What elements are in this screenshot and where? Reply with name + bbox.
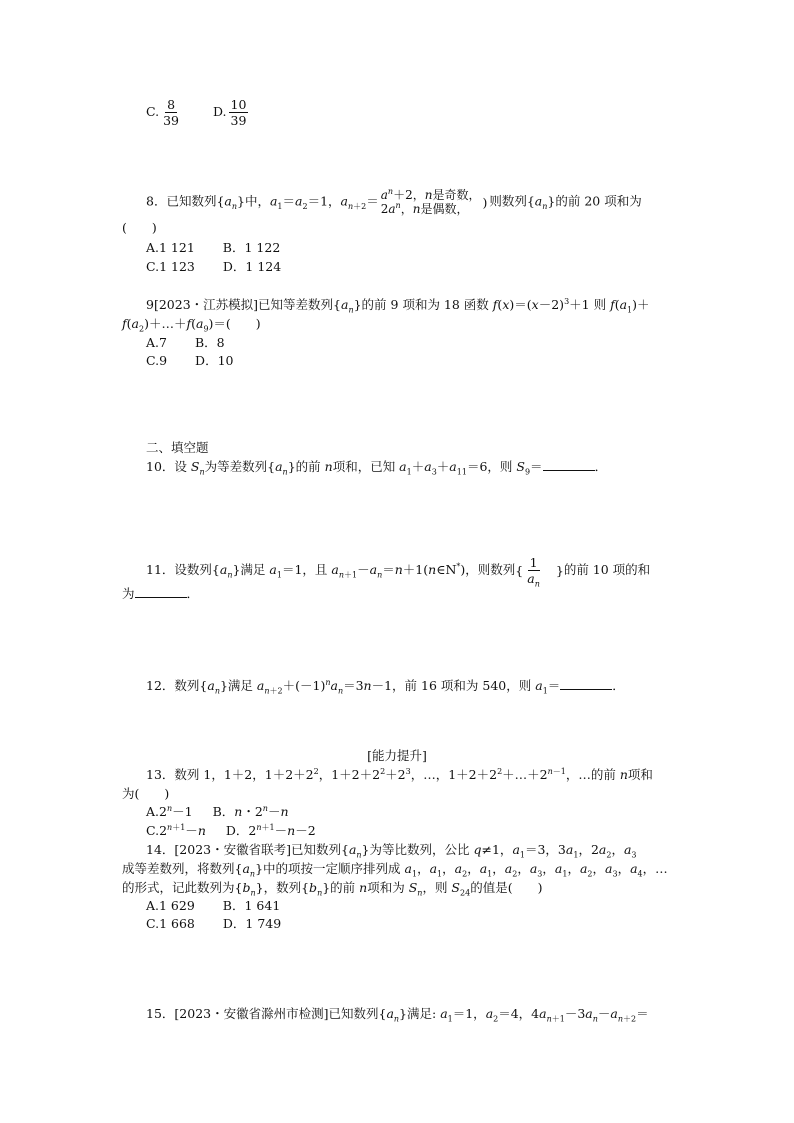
q10-text: 为等差数列{ xyxy=(204,459,276,474)
q12-answer-blank[interactable] xyxy=(560,677,612,690)
q9-text: )＝( ) xyxy=(208,316,261,331)
q9-text: ＝( xyxy=(514,297,532,312)
q8-text: 则数列{ xyxy=(489,193,535,209)
q13-text: ＋…＋2 xyxy=(502,767,548,782)
q14-text: ≠1， xyxy=(481,842,513,857)
q8-case2: 2 xyxy=(380,202,389,216)
q9-options-row1 xyxy=(146,333,225,351)
q8-case1: ＋2， xyxy=(393,188,425,202)
q14-options-row2 xyxy=(146,914,281,932)
q13-text: － xyxy=(274,823,288,838)
q10-text: 项和，已知 xyxy=(332,459,400,474)
q11-text: )，则数列 xyxy=(460,562,516,577)
q9-option-a: A.7 xyxy=(146,335,167,350)
q9-text: ( xyxy=(614,297,620,312)
q14-text: 成等差数列，将数列{ xyxy=(122,861,243,876)
q11-text: 11．设数列{ xyxy=(146,562,220,577)
q9-option-b: B．8 xyxy=(194,335,225,350)
q8-stem: 8．已知数列$\{a_n\}$中，$a_1=a_2=1$，$a_{n+2}=$ $a^n+2$，n是奇数， $2a^n$，n是偶数， ) 则数列$\{a_n\}$的前 20 项和为 xyxy=(146,187,642,216)
q7-d-numerator: 10 xyxy=(230,97,247,112)
q12-text: ＝ xyxy=(547,678,561,693)
q7-option-c-fraction xyxy=(161,97,181,128)
q8-options-row2 xyxy=(146,257,281,275)
q9-text: )＋…＋ xyxy=(144,316,187,331)
q13-options-row1: $A.2^n-1$ B．n・$2^n-n$ xyxy=(146,803,289,819)
q10-text: ＝6，则 xyxy=(466,459,517,474)
q13-stem-line1: 13．数列 1，1＋2，$1+2+2^2$，$1+2+2^2+2^3$，…，$1+2+2^2+\dots+2^{n-1}$，…的前 n项和 xyxy=(146,766,653,782)
q14-text: 14．[2023・安徽省联考]已知数列{ xyxy=(146,842,349,857)
q11-text: 为 xyxy=(122,586,135,601)
q14-stem-line2: 成等差数列，将数列$\{a_n\}$中的项按一定顺序排列成 $a_1$，$a_1$，$a_2$，$a_1$，$a_2$，$a_3$，$a_1$，$a_2$，$a_3$，$a_4$，… xyxy=(122,861,668,879)
q12-text: ＝3 xyxy=(343,678,364,693)
q8-case1-cond: 是奇数， xyxy=(432,188,481,202)
q14-text: }的前 xyxy=(322,880,360,895)
q10-text: ＋ xyxy=(436,459,450,474)
q15-text: ＝4，4 xyxy=(498,1006,540,1021)
section-title-ability: [能力提升] xyxy=(367,748,427,763)
q7-c-denominator: 39 xyxy=(163,113,179,128)
q14-option-d: D．1 749 xyxy=(222,916,282,931)
q9-text: [2023・江苏模拟]已知等差数列{ xyxy=(153,297,341,312)
q8-case2-cond: 是偶数， xyxy=(420,202,469,216)
q11-text: ＝1，且 xyxy=(281,562,332,577)
q13-text: －1 xyxy=(172,804,193,819)
q9-option-d: D．10 xyxy=(195,353,234,368)
q7-option-d-label: D. xyxy=(212,104,227,119)
q11-text: }满足 xyxy=(232,562,270,577)
q9-text: }的前 9 项和为 18 函数 xyxy=(353,297,493,312)
q13-stem-line2: 为( ) xyxy=(122,786,170,801)
q8-piecewise: $a^n+2$，n是奇数， $2a^n$，n是偶数， xyxy=(380,187,481,216)
q14-text: }为等比数列，公比 xyxy=(361,842,474,857)
q14-text: ，2 xyxy=(578,842,599,857)
q15-stem: 15．[2023・安徽省滁州市检测]已知数列$\{a_n\}$满足: $a_1=1$，$a_2=4$，$4a_{n+1}-3a_n-a_{n+2}=$ xyxy=(146,1006,649,1024)
q7-option-d-fraction xyxy=(229,97,249,128)
q8-option-b: B．1 122 xyxy=(222,240,281,255)
q9-text: ＋1 则 xyxy=(569,297,611,312)
q9-option-c: C.9 xyxy=(146,353,168,368)
q11-frac-numerator: 1 xyxy=(529,555,538,570)
q11-text: 的前 10 项的和 xyxy=(563,562,651,577)
q15-text: ＝1， xyxy=(452,1006,486,1021)
q14-options-row1 xyxy=(146,896,280,914)
q10-text: ＝ xyxy=(530,459,543,474)
q13-text: ＋2 xyxy=(385,767,406,782)
q8-text: }的前 20 项和为 xyxy=(547,193,642,209)
q13-option-c: C.2 xyxy=(146,823,168,838)
q13-text: －2 xyxy=(295,823,316,838)
q14-text: 的形式，记此数列为{ xyxy=(122,880,243,895)
q11-text: － xyxy=(357,562,370,577)
q8-text: ＝ xyxy=(282,193,296,209)
q12-text: ＋(－1) xyxy=(282,678,326,693)
q12-text: }满足 xyxy=(219,678,257,693)
q11-reciprocal-fraction xyxy=(525,555,542,589)
q10-text: 10．设 xyxy=(146,459,191,474)
q15-text: －3 xyxy=(564,1006,586,1021)
q8-options-row1 xyxy=(146,238,280,256)
q10-stem: 10．设 $S_n$为等差数列$\{a_n\}$的前 n项和，已知 $a_1+a_3+a_{11}=6$，则 $S_9=$ ． xyxy=(146,459,608,477)
q15-text: ＝ xyxy=(636,1006,649,1021)
q8-option-d: D．1 124 xyxy=(222,259,282,274)
q13-text: － xyxy=(267,804,281,819)
q11-stem-line1: 11．设数列$\{a_n\}$满足 $a_1=1$，且 $a_{n+1}-a_n=n+1(n\in N^*)$，则数列{ $\frac{1}{a_n}$ }的前 10 项的和 xyxy=(146,555,651,589)
q13-text: 13．数列 1，1＋2，1＋2＋2 xyxy=(146,767,314,782)
q12-stem: 12．数列$\{a_n\}$满足 $a_{n+2}+(-1)^na_n=3n-1$，前 16 项和为 540，则 $a_1=$ ． xyxy=(146,677,625,696)
q14-text: }，数列{ xyxy=(255,880,310,895)
section-title-fill-in: 二、填空题 xyxy=(146,440,209,455)
q14-text: ，则 xyxy=(422,880,452,895)
q14-option-c: C.1 668 xyxy=(146,916,195,931)
q13-text: ，…的前 xyxy=(565,767,620,782)
q15-text: 15．[2023・安徽省滁州市检测]已知数列{ xyxy=(146,1006,387,1021)
q10-answer-blank[interactable] xyxy=(543,458,595,471)
q12-text: －1，前 16 项和为 540，则 xyxy=(371,678,536,693)
q10-text: }的前 xyxy=(287,459,325,474)
q7-option-c-label: C. xyxy=(146,104,160,119)
q9-options-row2 xyxy=(146,351,233,369)
q13-option-a: A.2 xyxy=(146,804,167,819)
q11-text: ＝ xyxy=(382,562,395,577)
q7-options xyxy=(146,97,250,128)
q14-option-a: A.1 629 xyxy=(146,898,195,913)
q10-text: ＋ xyxy=(411,459,425,474)
q14-text: 的值是( ) xyxy=(470,880,543,895)
q9-text: 9 xyxy=(146,297,154,312)
q8-text: ＝ xyxy=(366,193,379,209)
q11-text: ∈N xyxy=(436,562,457,577)
q12-text: ． xyxy=(612,678,625,693)
q8-option-a: A.1 121 xyxy=(146,240,195,255)
q14-text: ＝3，3 xyxy=(524,842,566,857)
q14-text: }中的项按一定顺序排列成 xyxy=(255,861,405,876)
q15-text: － xyxy=(597,1006,611,1021)
q11-frac-denominator: $a_n$ xyxy=(527,571,540,589)
q13-text: 项和 xyxy=(627,767,653,782)
q9-text: －2) xyxy=(538,297,565,312)
q13-option-d: D．2 xyxy=(225,823,257,838)
q8-text: 8．已知数列{ xyxy=(146,193,225,209)
q14-text: ， xyxy=(611,842,624,857)
q13-options-row2: $C.2^{n+1}-n$ D．$2^{n+1}-n-2$ xyxy=(146,822,316,838)
q14-text: 项和为 xyxy=(367,880,409,895)
q11-text: ＋1( xyxy=(402,562,429,577)
q9-stem-line1: 9[2023・江苏模拟]已知等差数列$\{a_n\}$的前 9 项和为 18 函数 $f(x)=(x-2)^3+1$ 则 $f(a_1)+$ xyxy=(146,296,650,315)
q10-text: ． xyxy=(594,459,608,474)
q8-option-c: C.1 123 xyxy=(146,259,195,274)
q9-stem-line2: $f(a_2)+\dots+f(a_9)=$( ) xyxy=(122,316,261,334)
q14-stem-line1: 14．[2023・安徽省联考]已知数列$\{a_n\}$为等比数列，公比 q≠1，$a_1=3$，$3a_1$，$2a_2$，$a_3$ xyxy=(146,842,637,860)
q13-option-b: B． xyxy=(212,804,235,819)
q15-text: }满足: xyxy=(399,1006,441,1021)
q7-c-numerator: 8 xyxy=(167,97,176,112)
q11-text: ． xyxy=(186,586,200,601)
q7-d-denominator: 39 xyxy=(230,113,247,128)
q11-answer-blank[interactable] xyxy=(135,585,187,598)
q13-text: ，1＋2＋2 xyxy=(318,767,381,782)
q9-text: )＋ xyxy=(632,297,650,312)
q14-option-b: B．1 641 xyxy=(222,898,281,913)
q8-answer-paren: ( ) xyxy=(122,220,157,235)
q12-text: 12．数列{ xyxy=(146,678,208,693)
q13-text: － xyxy=(185,823,198,838)
q8-text: }中， xyxy=(237,193,270,209)
q14-stem-line3: 的形式，记此数列为$\{b_n\}$，数列$\{b_n\}$的前 n项和为 $S_n$，则 $S_{24}$的值是( ) xyxy=(122,880,543,898)
q11-stem-line2 xyxy=(122,584,199,602)
q13-text: ，…，1＋2＋2 xyxy=(410,767,498,782)
q8-text: ＝1， xyxy=(307,193,341,209)
